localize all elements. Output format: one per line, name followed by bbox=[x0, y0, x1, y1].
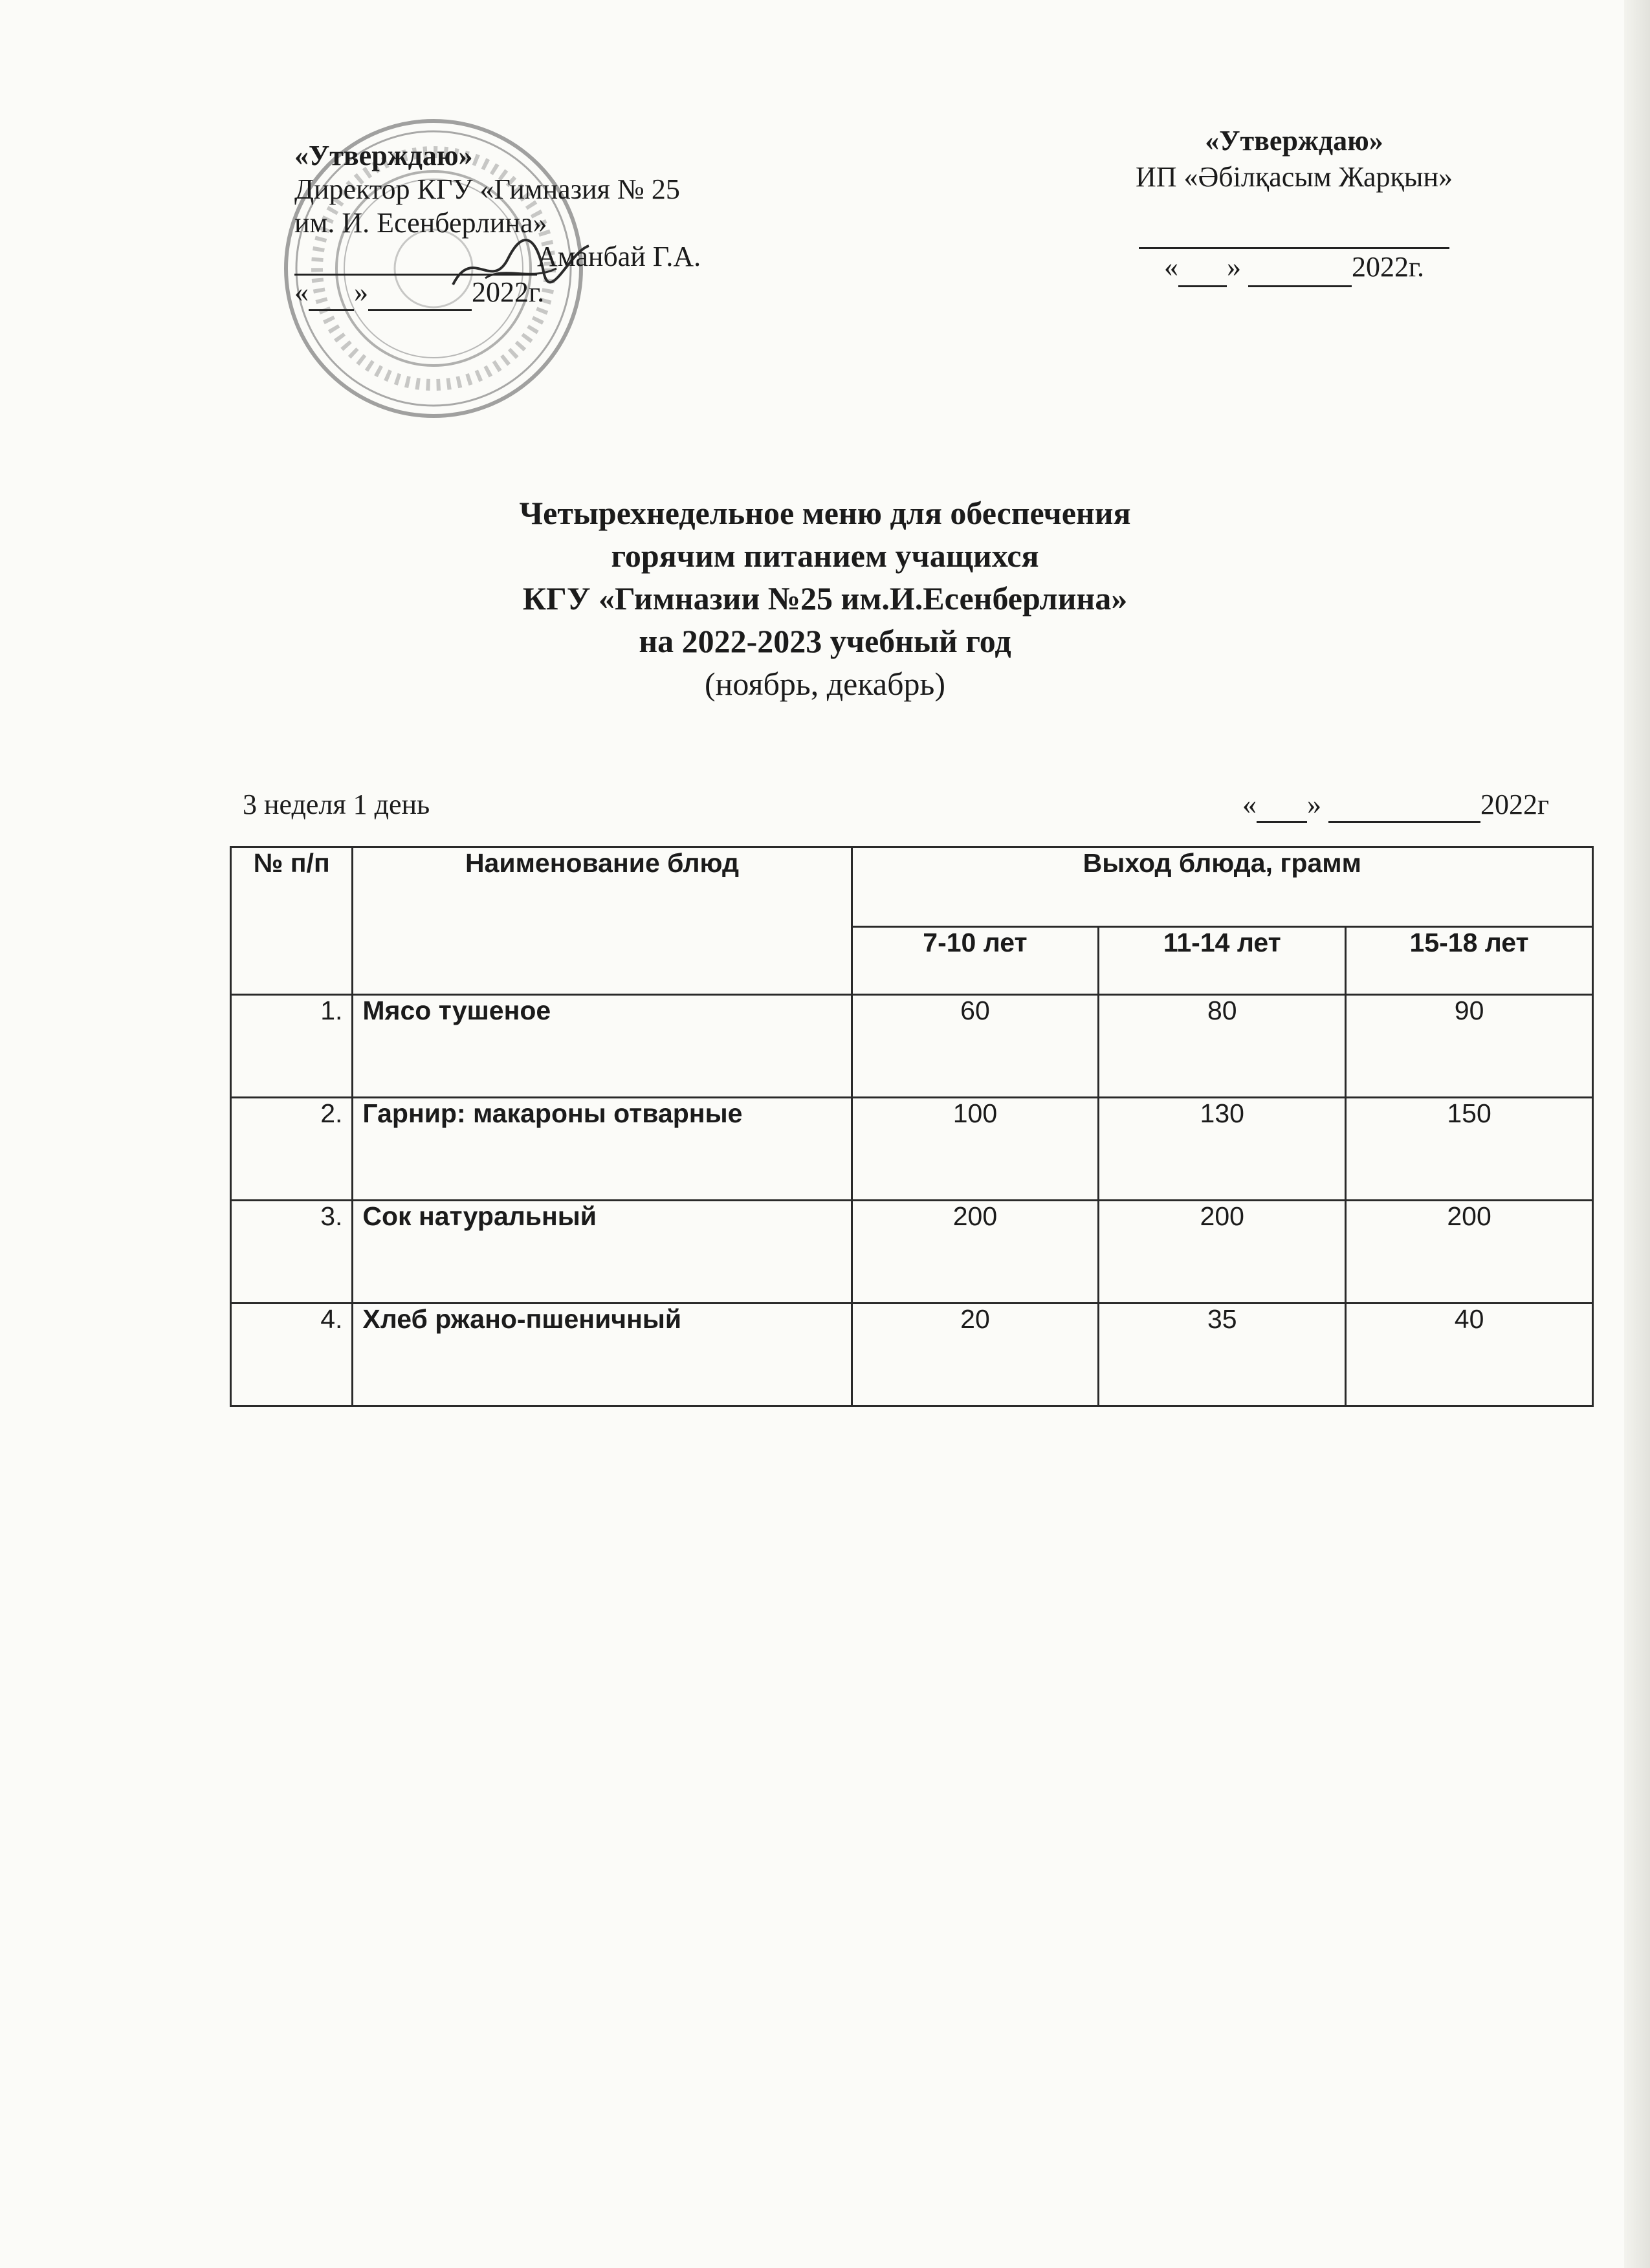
row-dish: Хлеб ржано-пшеничный bbox=[353, 1303, 852, 1406]
row-value-age1: 60 bbox=[852, 995, 1099, 1098]
approval-left-signature-line bbox=[294, 240, 701, 276]
table-row bbox=[231, 1098, 1593, 1201]
month-blank bbox=[368, 276, 472, 311]
title-line1: Четырехнедельное меню для обеспечения bbox=[519, 495, 1131, 531]
approval-right-date-open: « bbox=[1163, 251, 1178, 283]
row-dish: Мясо тушеное bbox=[353, 995, 852, 1098]
row-value-age2: 130 bbox=[1099, 1098, 1346, 1201]
header-age-2: 11-14 лет bbox=[1099, 927, 1346, 995]
approval-right-date-line bbox=[1087, 249, 1501, 287]
approval-right-line1: ИП «Әбілқасым Жарқын» bbox=[1135, 161, 1453, 193]
table-row bbox=[231, 1303, 1593, 1406]
approval-right-heading: «Утверждаю» bbox=[1205, 125, 1383, 157]
approval-left bbox=[294, 139, 701, 311]
menu-date-year: 2022г bbox=[1480, 789, 1550, 820]
day-blank bbox=[1257, 788, 1307, 823]
row-value-age3: 150 bbox=[1346, 1098, 1593, 1201]
row-dish: Сок натуральный bbox=[353, 1201, 852, 1303]
approval-left-date-open: « bbox=[294, 276, 309, 308]
table-row bbox=[231, 995, 1593, 1098]
row-dish: Гарнир: макароны отварные bbox=[353, 1098, 852, 1201]
document-title bbox=[0, 492, 1650, 705]
title-line2: горячим питанием учащихся bbox=[611, 538, 1039, 574]
approval-left-heading: «Утверждаю» bbox=[294, 140, 473, 171]
page-edge bbox=[1624, 0, 1650, 2268]
approval-right-signature-line bbox=[1087, 211, 1501, 249]
menu-table bbox=[230, 846, 1594, 1407]
signature-blank bbox=[1139, 211, 1449, 249]
month-blank bbox=[1248, 249, 1352, 287]
menu-date-open: « bbox=[1242, 789, 1257, 820]
month-blank bbox=[1328, 788, 1480, 823]
approval-right bbox=[1087, 123, 1501, 287]
row-value-age3: 40 bbox=[1346, 1303, 1593, 1406]
row-value-age2: 35 bbox=[1099, 1303, 1346, 1406]
row-num: 3. bbox=[231, 1201, 353, 1303]
title-line3: КГУ «Гимназии №25 им.И.Есенберлина» bbox=[522, 580, 1128, 616]
header-output: Выход блюда, грамм bbox=[852, 847, 1592, 927]
row-value-age3: 90 bbox=[1346, 995, 1593, 1098]
row-value-age1: 200 bbox=[852, 1201, 1099, 1303]
approval-left-year: 2022г. bbox=[472, 276, 545, 308]
approval-right-date-close: » bbox=[1226, 251, 1241, 283]
approval-left-date-close: » bbox=[354, 276, 368, 308]
row-value-age1: 20 bbox=[852, 1303, 1099, 1406]
title-line4: на 2022-2023 учебный год bbox=[639, 623, 1011, 659]
day-blank bbox=[309, 276, 354, 311]
row-value-age3: 200 bbox=[1346, 1201, 1593, 1303]
week-day-label: 3 неделя 1 день bbox=[243, 789, 430, 820]
title-line5: (ноябрь, декабрь) bbox=[705, 666, 945, 702]
row-value-age2: 200 bbox=[1099, 1201, 1346, 1303]
table-header-row bbox=[231, 847, 1593, 927]
row-num: 2. bbox=[231, 1098, 353, 1201]
header-dish: Наименование блюд bbox=[353, 847, 852, 995]
header-age-1: 7-10 лет bbox=[852, 927, 1099, 995]
approval-right-year: 2022г. bbox=[1351, 251, 1425, 283]
row-value-age2: 80 bbox=[1099, 995, 1346, 1098]
approval-left-line2: им. И. Есенберлина» bbox=[294, 207, 547, 239]
signature-blank bbox=[294, 240, 537, 276]
day-blank bbox=[1178, 249, 1227, 287]
row-value-age1: 100 bbox=[852, 1098, 1099, 1201]
approval-left-signer: Аманбай Г.А. bbox=[537, 241, 701, 272]
table-row bbox=[231, 1201, 1593, 1303]
menu-date-close: » bbox=[1307, 789, 1321, 820]
approval-left-line1: Директор КГУ «Гимназия № 25 bbox=[294, 173, 680, 205]
approval-left-date-line bbox=[294, 276, 701, 311]
header-num: № п/п bbox=[231, 847, 353, 995]
menu-date-line bbox=[1242, 788, 1549, 823]
row-num: 1. bbox=[231, 995, 353, 1098]
row-num: 4. bbox=[231, 1303, 353, 1406]
header-age-3: 15-18 лет bbox=[1346, 927, 1593, 995]
